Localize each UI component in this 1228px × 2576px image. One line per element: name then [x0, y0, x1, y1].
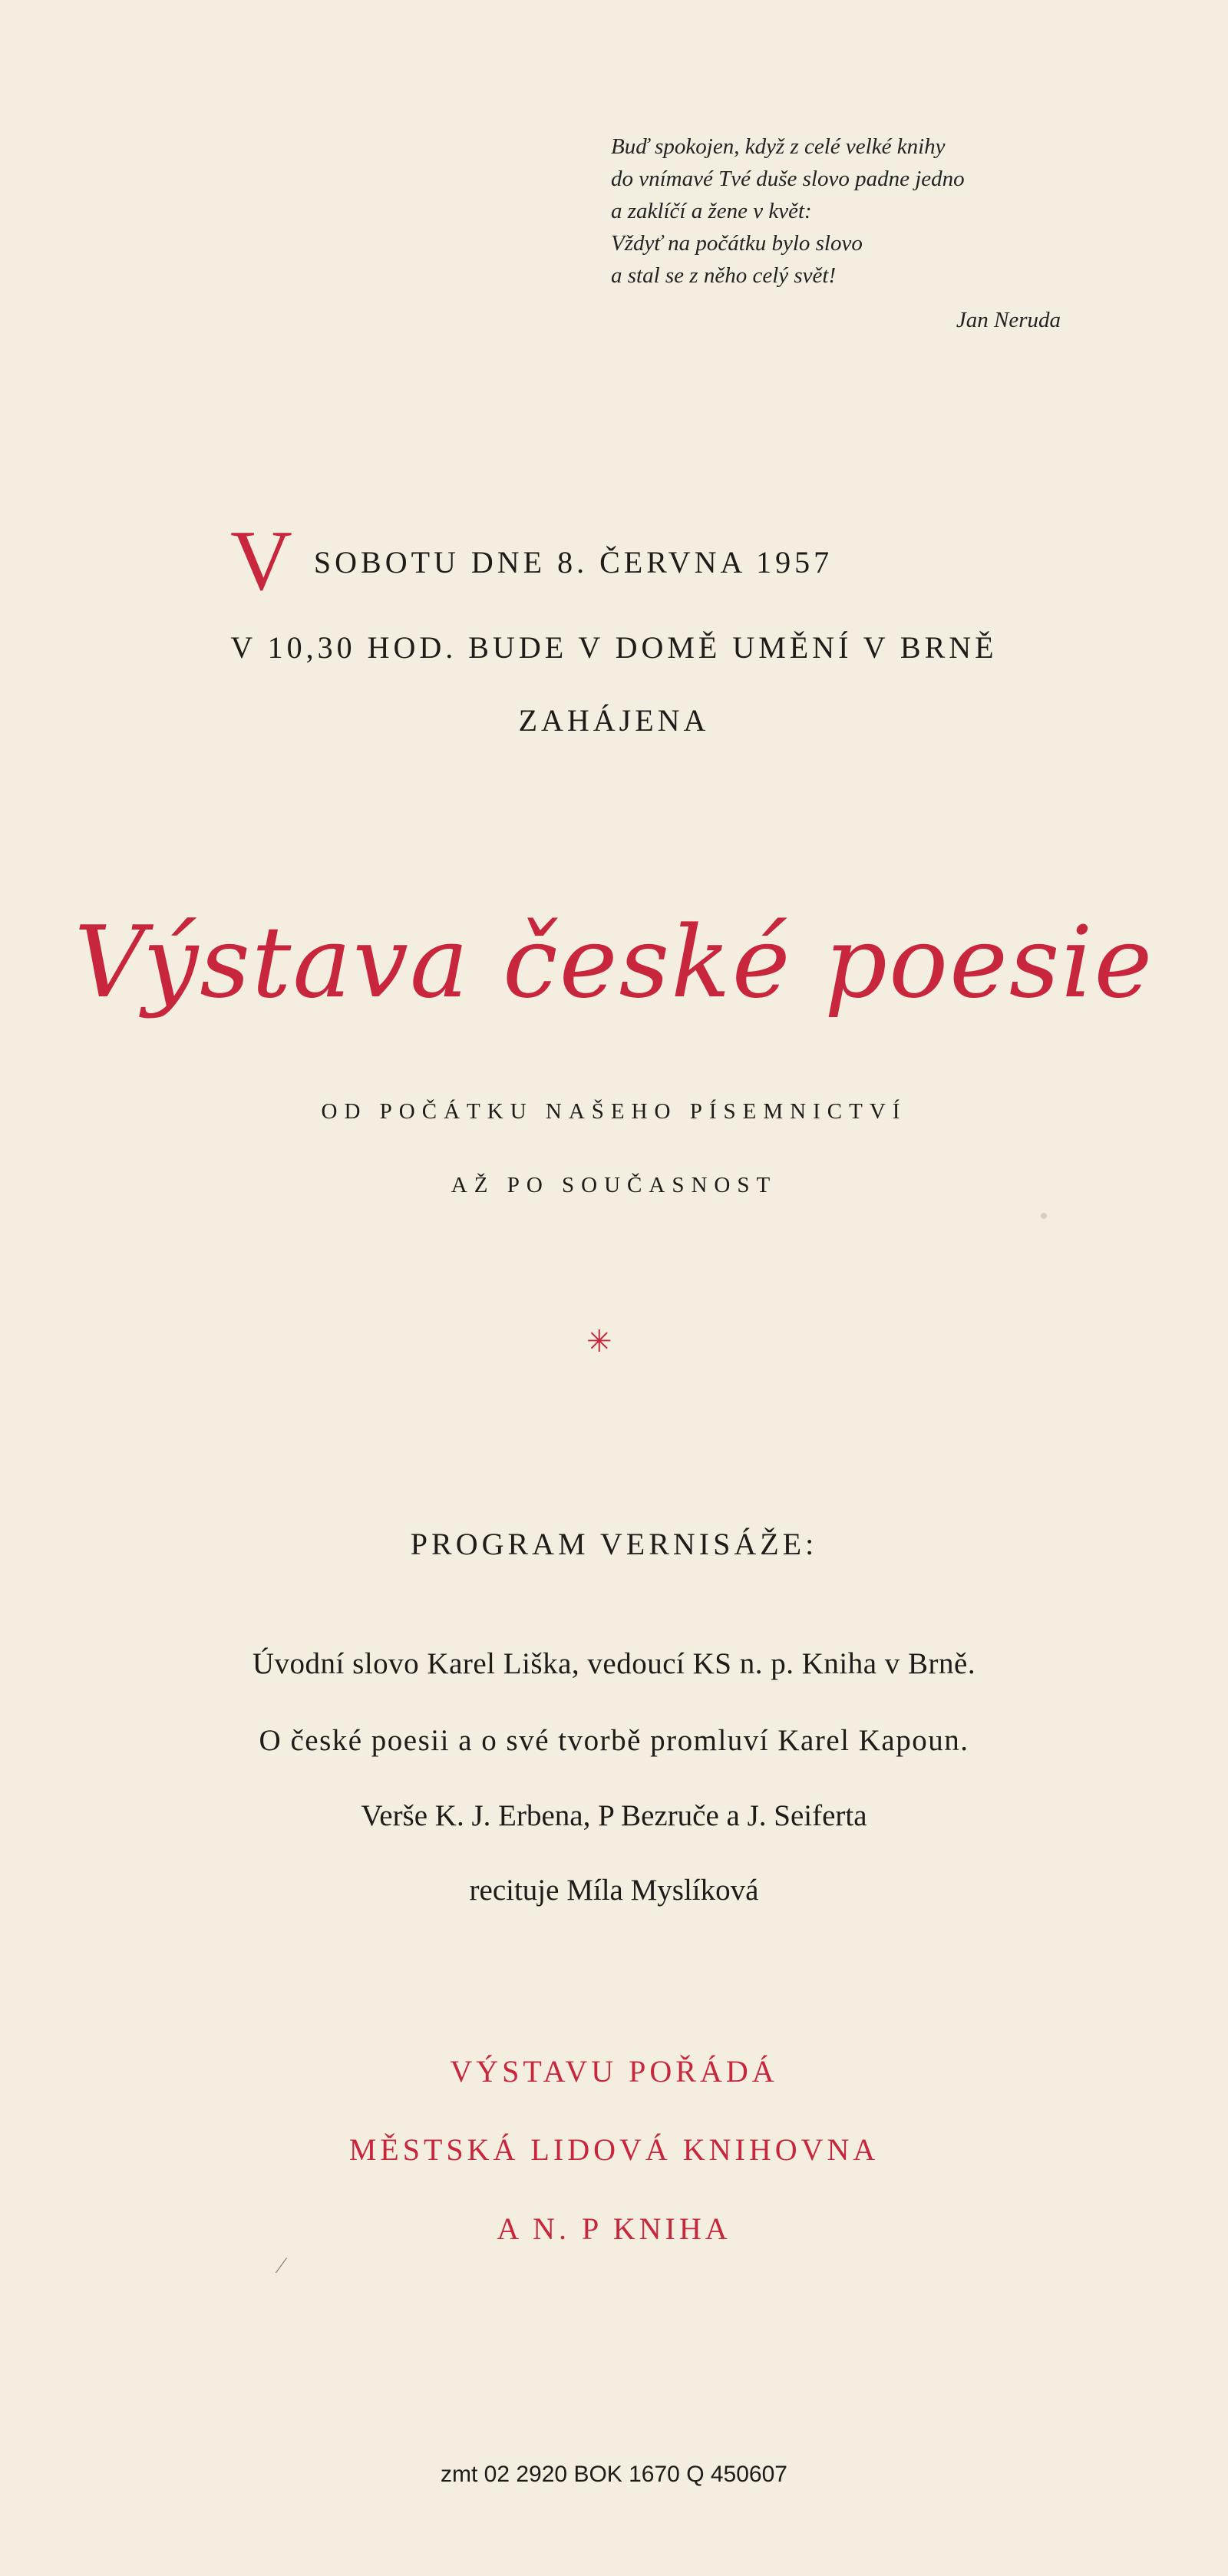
epigraph-line: a stal se z něho celý svět! — [611, 263, 837, 288]
announcement-date: SOBOTU DNE 8. ČERVNA 1957 — [313, 545, 834, 580]
paper-speck — [1041, 1213, 1047, 1219]
announcement-line-3: ZAHÁJENA — [518, 703, 710, 738]
program-line: Verše K. J. Erbena, P Bezruče a J. Seiferta — [361, 1799, 867, 1832]
print-code-footer: zmt 02 2920 BOK 1670 Q 450607 — [441, 2462, 787, 2487]
asterisk-ornament-icon: ✳ — [586, 1324, 612, 1359]
organizer-line-3: A N. P KNIHA — [497, 2211, 731, 2246]
program-line: O české poesii a o své tvorbě promluví Karel Kapoun. — [259, 1724, 969, 1757]
epigraph-author: Jan Neruda — [956, 308, 1061, 332]
organizer-line-1: VÝSTAVU POŘÁDÁ — [450, 2054, 778, 2089]
drop-cap: V — [230, 514, 292, 609]
program-line: recituje Míla Myslíková — [469, 1874, 759, 1907]
program-line: Úvodní slovo Karel Liška, vedoucí KS n. p. Kniha v Brně. — [252, 1647, 976, 1680]
epigraph-line: Vždyť na počátku bylo slovo — [611, 231, 863, 256]
organizer-line-2: MĚSTSKÁ LIDOVÁ KNIHOVNA — [348, 2132, 880, 2167]
epigraph-line: a zaklíčí a žene v květ: — [611, 199, 812, 223]
announcement-line-1 — [230, 514, 834, 609]
epigraph — [611, 130, 1087, 336]
announcement-line-2: V 10,30 HOD. BUDE V DOMĚ UMĚNÍ V BRNĚ — [230, 630, 998, 665]
exhibition-subtitle-2: AŽ PO SOUČASNOST — [451, 1173, 777, 1197]
epigraph-line: Buď spokojen, když z celé velké knihy — [611, 134, 946, 159]
exhibition-subtitle-1: OD POČÁTKU NAŠEHO PÍSEMNICTVÍ — [321, 1099, 907, 1124]
epigraph-line: do vnímavé Tvé duše slovo padne jedno — [611, 167, 965, 191]
program-heading: PROGRAM VERNISÁŽE: — [410, 1527, 818, 1561]
exhibition-title: Výstava české poesie — [74, 906, 1154, 1020]
pencil-mark-icon: ⁄ — [279, 2253, 284, 2278]
